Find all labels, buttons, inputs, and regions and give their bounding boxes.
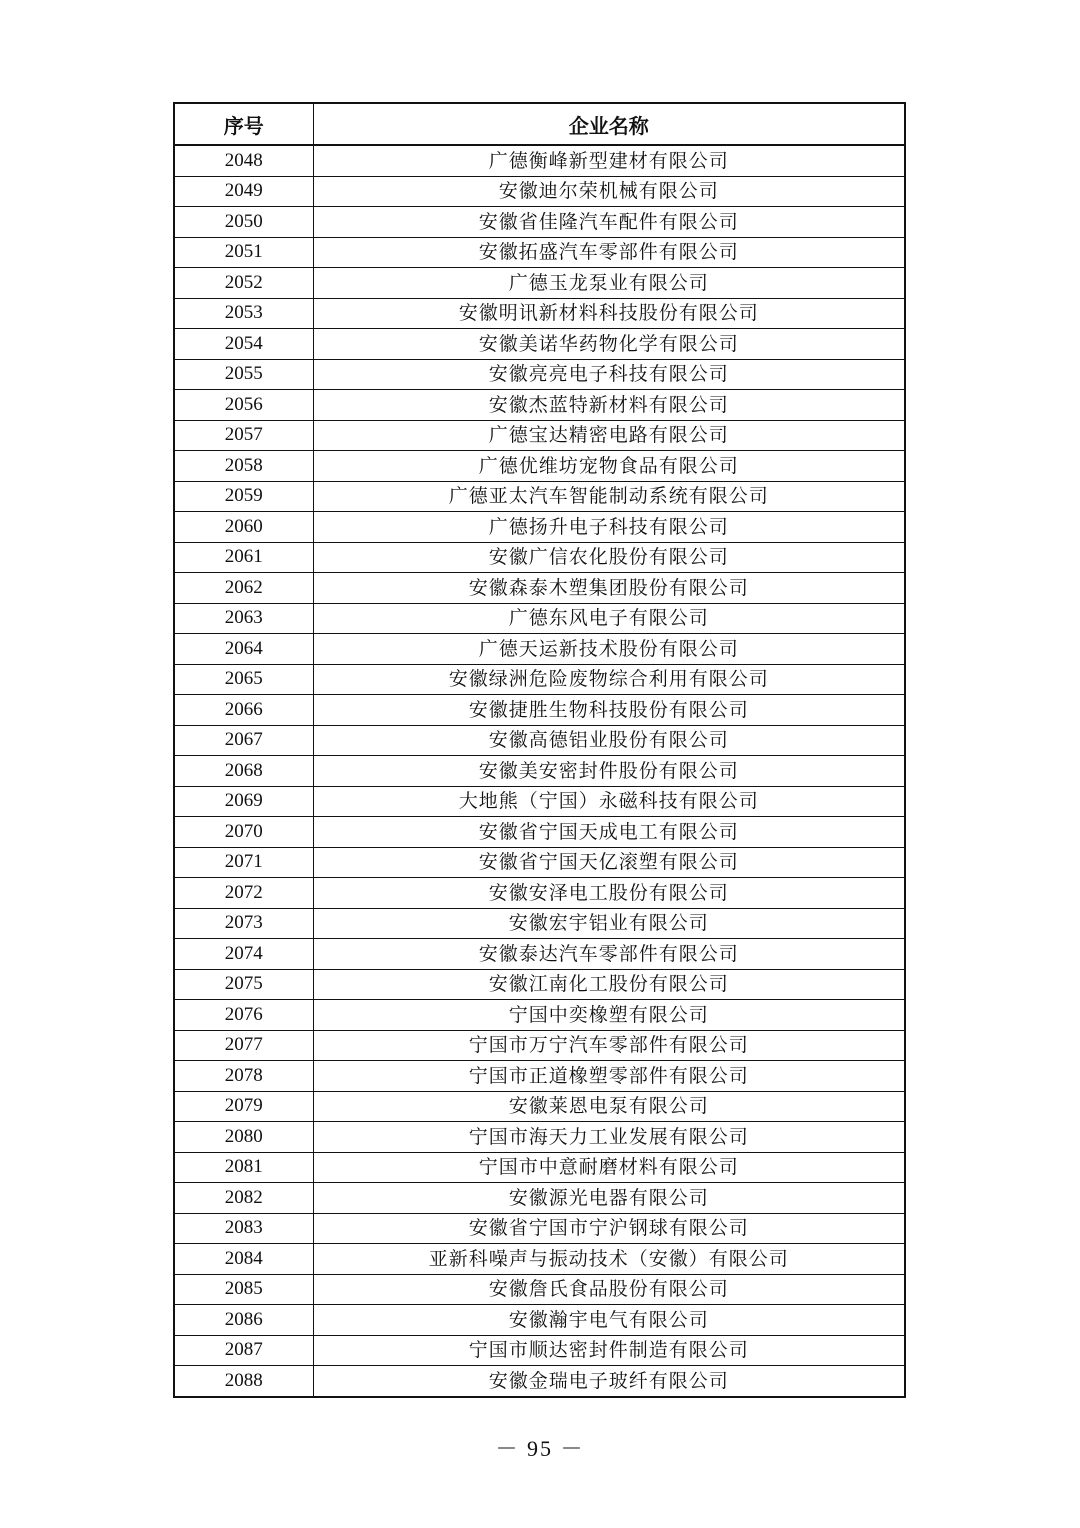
- row-seq: 2049: [174, 176, 313, 207]
- row-seq: 2066: [174, 695, 313, 726]
- row-seq: 2058: [174, 451, 313, 482]
- table-row: [174, 756, 905, 787]
- table-row: [174, 1244, 905, 1275]
- row-company-name: 安徽省宁国天亿滚塑有限公司: [313, 847, 905, 878]
- row-company-name: 安徽杰蓝特新材料有限公司: [313, 390, 905, 421]
- row-company-name: 广德优维坊宠物食品有限公司: [313, 451, 905, 482]
- row-company-name: 安徽拓盛汽车零部件有限公司: [313, 237, 905, 268]
- row-seq: 2082: [174, 1183, 313, 1214]
- row-company-name: 宁国市万宁汽车零部件有限公司: [313, 1030, 905, 1061]
- table-row: [174, 634, 905, 665]
- row-seq: 2052: [174, 268, 313, 299]
- header-seq: 序号: [174, 103, 313, 145]
- row-company-name: 亚新科噪声与振动技术（安徽）有限公司: [313, 1244, 905, 1275]
- table-row: [174, 603, 905, 634]
- row-seq: 2080: [174, 1122, 313, 1153]
- row-seq: 2061: [174, 542, 313, 573]
- row-seq: 2078: [174, 1061, 313, 1092]
- table-row: [174, 420, 905, 451]
- row-company-name: 安徽泰达汽车零部件有限公司: [313, 939, 905, 970]
- table-row: [174, 969, 905, 1000]
- row-company-name: 安徽安泽电工股份有限公司: [313, 878, 905, 909]
- row-company-name: 宁国市中意耐磨材料有限公司: [313, 1152, 905, 1183]
- table-row: [174, 390, 905, 421]
- table-row: [174, 1030, 905, 1061]
- table-row: [174, 512, 905, 543]
- row-company-name: 安徽詹氏食品股份有限公司: [313, 1274, 905, 1305]
- table-row: [174, 542, 905, 573]
- row-company-name: 广德扬升电子科技有限公司: [313, 512, 905, 543]
- row-seq: 2067: [174, 725, 313, 756]
- row-company-name: 安徽源光电器有限公司: [313, 1183, 905, 1214]
- row-company-name: 广德玉龙泵业有限公司: [313, 268, 905, 299]
- table-row: [174, 1061, 905, 1092]
- table-row: [174, 1335, 905, 1366]
- table-row: [174, 1213, 905, 1244]
- row-seq: 2050: [174, 207, 313, 238]
- table-row: [174, 237, 905, 268]
- row-company-name: 安徽宏宇铝业有限公司: [313, 908, 905, 939]
- row-seq: 2073: [174, 908, 313, 939]
- header-name: 企业名称: [313, 103, 905, 145]
- row-seq: 2079: [174, 1091, 313, 1122]
- row-seq: 2057: [174, 420, 313, 451]
- table-row: [174, 1274, 905, 1305]
- table-row: [174, 207, 905, 238]
- row-company-name: 安徽绿洲危险废物综合利用有限公司: [313, 664, 905, 695]
- row-company-name: 安徽捷胜生物科技股份有限公司: [313, 695, 905, 726]
- page-number: － 95 －: [495, 1436, 585, 1461]
- table-row: [174, 1305, 905, 1336]
- row-seq: 2088: [174, 1366, 313, 1397]
- row-company-name: 安徽森泰木塑集团股份有限公司: [313, 573, 905, 604]
- enterprise-table: [173, 102, 906, 1398]
- row-seq: 2085: [174, 1274, 313, 1305]
- row-seq: 2083: [174, 1213, 313, 1244]
- table-row: [174, 1183, 905, 1214]
- row-seq: 2086: [174, 1305, 313, 1336]
- row-company-name: 安徽亮亮电子科技有限公司: [313, 359, 905, 390]
- table-row: [174, 939, 905, 970]
- table-header-row: [174, 103, 905, 145]
- table-row: [174, 786, 905, 817]
- row-company-name: 宁国市顺达密封件制造有限公司: [313, 1335, 905, 1366]
- row-seq: 2054: [174, 329, 313, 360]
- table-row: [174, 878, 905, 909]
- row-seq: 2060: [174, 512, 313, 543]
- row-company-name: 安徽瀚宇电气有限公司: [313, 1305, 905, 1336]
- row-company-name: 宁国中奕橡塑有限公司: [313, 1000, 905, 1031]
- table-row: [174, 359, 905, 390]
- row-company-name: 广德天运新技术股份有限公司: [313, 634, 905, 665]
- table-row: [174, 1091, 905, 1122]
- row-company-name: 宁国市正道橡塑零部件有限公司: [313, 1061, 905, 1092]
- row-company-name: 安徽江南化工股份有限公司: [313, 969, 905, 1000]
- table-row: [174, 664, 905, 695]
- row-company-name: 安徽广信农化股份有限公司: [313, 542, 905, 573]
- row-seq: 2048: [174, 145, 313, 176]
- table-row: [174, 817, 905, 848]
- row-seq: 2087: [174, 1335, 313, 1366]
- table-row: [174, 695, 905, 726]
- row-seq: 2062: [174, 573, 313, 604]
- row-company-name: 大地熊（宁国）永磁科技有限公司: [313, 786, 905, 817]
- row-seq: 2065: [174, 664, 313, 695]
- row-seq: 2055: [174, 359, 313, 390]
- table-row: [174, 329, 905, 360]
- table-row: [174, 176, 905, 207]
- table-row: [174, 1122, 905, 1153]
- row-seq: 2081: [174, 1152, 313, 1183]
- row-seq: 2075: [174, 969, 313, 1000]
- row-company-name: 广德东风电子有限公司: [313, 603, 905, 634]
- table-row: [174, 145, 905, 176]
- table-row: [174, 451, 905, 482]
- row-company-name: 广德亚太汽车智能制动系统有限公司: [313, 481, 905, 512]
- table-row: [174, 1000, 905, 1031]
- table-row: [174, 268, 905, 299]
- row-seq: 2068: [174, 756, 313, 787]
- row-seq: 2077: [174, 1030, 313, 1061]
- table-row: [174, 1152, 905, 1183]
- row-company-name: 广德衡峰新型建材有限公司: [313, 145, 905, 176]
- row-seq: 2069: [174, 786, 313, 817]
- row-seq: 2071: [174, 847, 313, 878]
- row-company-name: 安徽高德铝业股份有限公司: [313, 725, 905, 756]
- table-row: [174, 573, 905, 604]
- row-seq: 2072: [174, 878, 313, 909]
- row-company-name: 安徽省宁国市宁沪钢球有限公司: [313, 1213, 905, 1244]
- row-seq: 2064: [174, 634, 313, 665]
- row-company-name: 安徽莱恩电泵有限公司: [313, 1091, 905, 1122]
- row-company-name: 安徽美安密封件股份有限公司: [313, 756, 905, 787]
- row-seq: 2074: [174, 939, 313, 970]
- row-company-name: 广德宝达精密电路有限公司: [313, 420, 905, 451]
- row-company-name: 安徽明讯新材料科技股份有限公司: [313, 298, 905, 329]
- row-company-name: 安徽美诺华药物化学有限公司: [313, 329, 905, 360]
- table-row: [174, 481, 905, 512]
- row-seq: 2059: [174, 481, 313, 512]
- row-seq: 2084: [174, 1244, 313, 1275]
- table-row: [174, 908, 905, 939]
- row-company-name: 安徽省佳隆汽车配件有限公司: [313, 207, 905, 238]
- row-seq: 2076: [174, 1000, 313, 1031]
- row-seq: 2056: [174, 390, 313, 421]
- table-row: [174, 1366, 905, 1397]
- table-row: [174, 847, 905, 878]
- row-company-name: 安徽省宁国天成电工有限公司: [313, 817, 905, 848]
- row-seq: 2063: [174, 603, 313, 634]
- row-company-name: 安徽迪尔荣机械有限公司: [313, 176, 905, 207]
- row-seq: 2053: [174, 298, 313, 329]
- row-seq: 2070: [174, 817, 313, 848]
- row-seq: 2051: [174, 237, 313, 268]
- table-row: [174, 298, 905, 329]
- row-company-name: 宁国市海天力工业发展有限公司: [313, 1122, 905, 1153]
- row-company-name: 安徽金瑞电子玻纤有限公司: [313, 1366, 905, 1397]
- table-row: [174, 725, 905, 756]
